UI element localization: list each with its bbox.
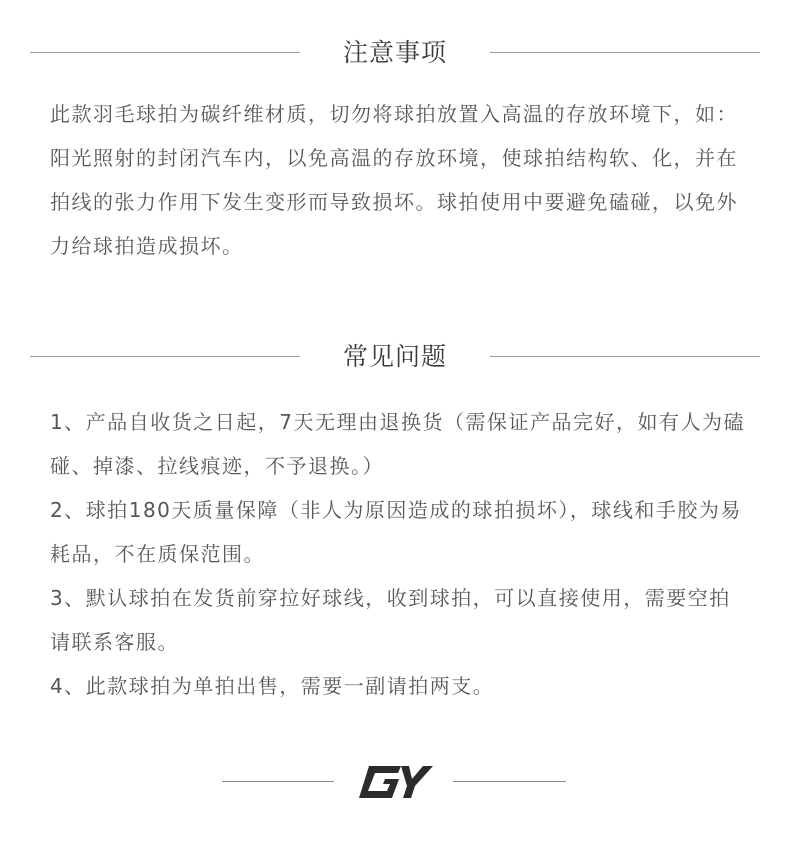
faq-item-3: 3、默认球拍在发货前穿拉好球线，收到球拍，可以直接使用，需要空拍请联系客服。 (50, 586, 731, 654)
faq-item-2: 2、球拍180天质量保障（非人为原因造成的球拍损坏），球线和手胶为易耗品，不在质保范围。 (50, 498, 742, 566)
faq-list (50, 400, 750, 708)
notice-title: 注意事项 (342, 38, 447, 67)
footer-rule-right (453, 781, 566, 782)
faq-header-rule-right (490, 356, 760, 357)
faq-item-1: 1、产品自收货之日起，7天无理由退换货（需保证产品完好，如有人为磕碰、掉漆、拉线痕迹，不予退换。） (50, 410, 745, 478)
gy-brand-logo-icon (357, 760, 435, 804)
footer-rule-left (222, 781, 334, 782)
faq-title: 常见问题 (342, 342, 447, 371)
footer (0, 760, 790, 804)
notice-header (0, 33, 790, 73)
faq-item-4: 4、此款球拍为单拍出售，需要一副请拍两支。 (50, 674, 495, 698)
notice-header-rule-left (30, 52, 300, 53)
notice-body: 此款羽毛球拍为碳纤维材质，切勿将球拍放置入高温的存放环境下，如：阳光照射的封闭汽车内，以免高温的存放环境，使球拍结构软、化，并在拍线的张力作用下发生变形而导致损坏。球拍使用中要避免磕碰，以免外力给球拍造成损坏。 (50, 102, 738, 258)
faq-header (0, 337, 790, 377)
notice-header-rule-right (490, 52, 760, 53)
faq-header-rule-left (30, 356, 300, 357)
